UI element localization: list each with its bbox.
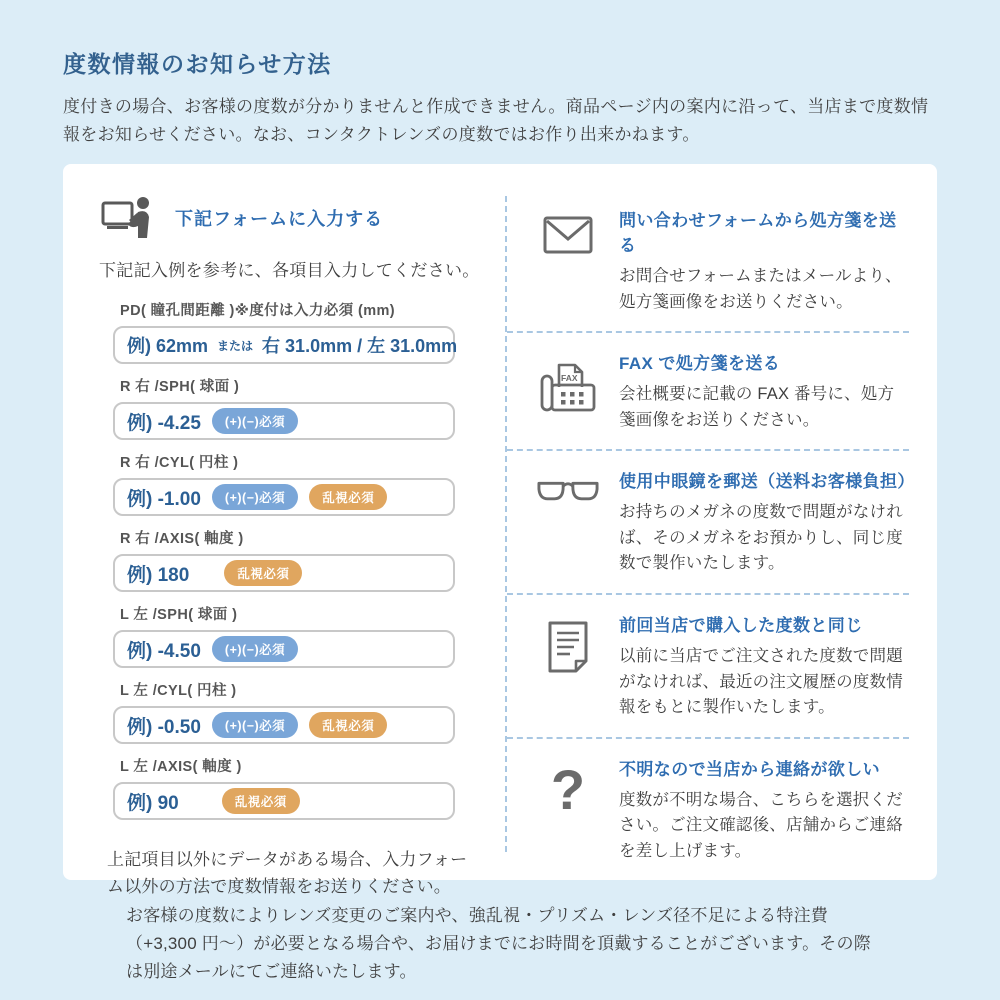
method-text: 度数が不明な場合、こちらを選択ください。ご注文確認後、店舗からご連絡を差し上げます。 <box>619 790 903 860</box>
field-label-l-cyl: L 左 /CYL( 円柱 ) <box>120 683 237 700</box>
form-field-l-axis <box>113 755 455 820</box>
example-value: 例) -4.50 <box>127 640 201 662</box>
field-label-r-cyl: R 右 /CYL( 円柱 ) <box>120 455 239 472</box>
method-text: 会社概要に記載の FAX 番号に、処方箋画像をお送りください。 <box>619 385 895 429</box>
svg-text:FAX: FAX <box>561 373 578 384</box>
method-body <box>619 347 909 433</box>
form-field-r-sph <box>113 375 455 440</box>
method-text: お問合せフォームまたはメールより、処方箋画像をお送りください。 <box>619 267 902 311</box>
field-label-r-axis: R 右 /AXIS( 軸度 ) <box>120 531 244 548</box>
question-icon: ? <box>550 757 586 821</box>
glasses-icon <box>537 465 599 577</box>
example-value: 例) -4.25 <box>127 412 201 434</box>
example-value: 例) -1.00 <box>127 488 201 510</box>
astigmatism-required-badge: 乱視必須 <box>309 712 387 738</box>
plus-minus-required-badge: (+)(−)必須 <box>212 408 298 434</box>
example-value: 例) 62mm <box>127 336 209 357</box>
example-value: 例) 180 <box>127 564 190 586</box>
plus-minus-required-badge: (+)(−)必須 <box>212 712 298 738</box>
field-label-l-axis: L 左 /AXIS( 軸度 ) <box>120 759 242 776</box>
method-body <box>619 465 915 577</box>
field-box-pd <box>113 326 458 364</box>
method-text: 以前に当店でご注文された度数で問題がなければ、最近の注文履歴の度数情報をもとに製作いたします。 <box>619 647 903 717</box>
plus-minus-required-badge: (+)(−)必須 <box>212 636 298 662</box>
astigmatism-required-badge: 乱視必須 <box>222 788 300 814</box>
form-field-r-axis <box>113 527 455 592</box>
envelope-icon <box>537 204 599 315</box>
method-body <box>619 753 909 865</box>
method-contact-form <box>507 190 909 331</box>
method-title: 不明なので当店から連絡が欲しい <box>619 759 880 779</box>
example-or-text: または <box>217 338 254 353</box>
methods-column <box>507 190 937 862</box>
method-title: 問い合わせフォームから処方箋を送る <box>619 211 897 256</box>
document-icon <box>537 609 599 721</box>
form-field-pd <box>113 299 458 364</box>
person-at-computer-icon <box>101 196 155 240</box>
method-mail-glasses <box>507 449 915 593</box>
form-column <box>63 190 505 897</box>
info-panel <box>63 164 937 897</box>
field-box-r-axis <box>113 554 455 592</box>
field-box-l-sph <box>113 630 455 668</box>
method-previous-order <box>507 593 909 737</box>
method-unknown-contact <box>507 737 909 881</box>
field-box-l-axis <box>113 782 455 820</box>
form-subtitle: 下記記入例を参考に、各項目入力してください。 <box>99 261 480 281</box>
astigmatism-required-badge: 乱視必須 <box>309 484 387 510</box>
method-title: 前回当店で購入した度数と同じ <box>619 616 863 635</box>
form-section-title: 下記フォームに入力する <box>175 209 384 230</box>
form-field-r-cyl <box>113 451 455 516</box>
example-value: 例) -0.50 <box>127 716 201 738</box>
method-body <box>619 204 909 315</box>
field-label-pd: PD( 瞳孔間距離 )※度付は入力必須 (mm) <box>120 303 396 320</box>
method-title: 使用中眼鏡を郵送（送料お客様負担） <box>619 472 915 492</box>
form-field-l-cyl <box>113 679 455 744</box>
form-header <box>101 196 505 240</box>
method-text: お持ちのメガネの度数で問題がなければ、そのメガネをお預かりし、同じ度数で製作いたします。 <box>619 503 903 573</box>
prescription-form-example <box>113 299 458 820</box>
example-alt-value: 右 31.0mm / 左 31.0mm <box>262 336 458 357</box>
field-box-l-cyl <box>113 706 455 744</box>
method-title: FAX で処方箋を送る <box>619 354 781 374</box>
method-body <box>619 609 909 721</box>
example-value: 例) 90 <box>127 792 179 814</box>
astigmatism-required-badge: 乱視必須 <box>224 560 302 586</box>
method-fax <box>507 331 909 449</box>
fax-icon <box>537 347 599 433</box>
intro-text: 度付きの場合、お客様の度数が分かりませんと作成できません。商品ページ内の案内に沿って、当店まで度数情報をお知らせください。なお、コンタクトレンズの度数ではお作り出来かねます。 <box>63 97 929 144</box>
footer-note: お客様の度数によりレンズ変更のご案内や、強乱視・プリズム・レンズ径不足による特注費（+3,300 円〜）が必要となる場合や、お届けまでにお時間を頂戴することがございます。その際は別途メールにてご連絡いたします。 <box>126 906 871 982</box>
field-label-r-sph: R 右 /SPH( 球面 ) <box>120 379 240 396</box>
form-note: 上記項目以外にデータがある場合、入力フォーム以外の方法で度数情報をお送りください。 <box>107 850 468 897</box>
form-field-l-sph <box>113 603 455 668</box>
field-box-r-sph <box>113 402 455 440</box>
field-label-l-sph: L 左 /SPH( 球面 ) <box>120 607 238 624</box>
field-box-r-cyl <box>113 478 455 516</box>
page-title: 度数情報のお知らせ方法 <box>63 51 332 77</box>
plus-minus-required-badge: (+)(−)必須 <box>212 484 298 510</box>
